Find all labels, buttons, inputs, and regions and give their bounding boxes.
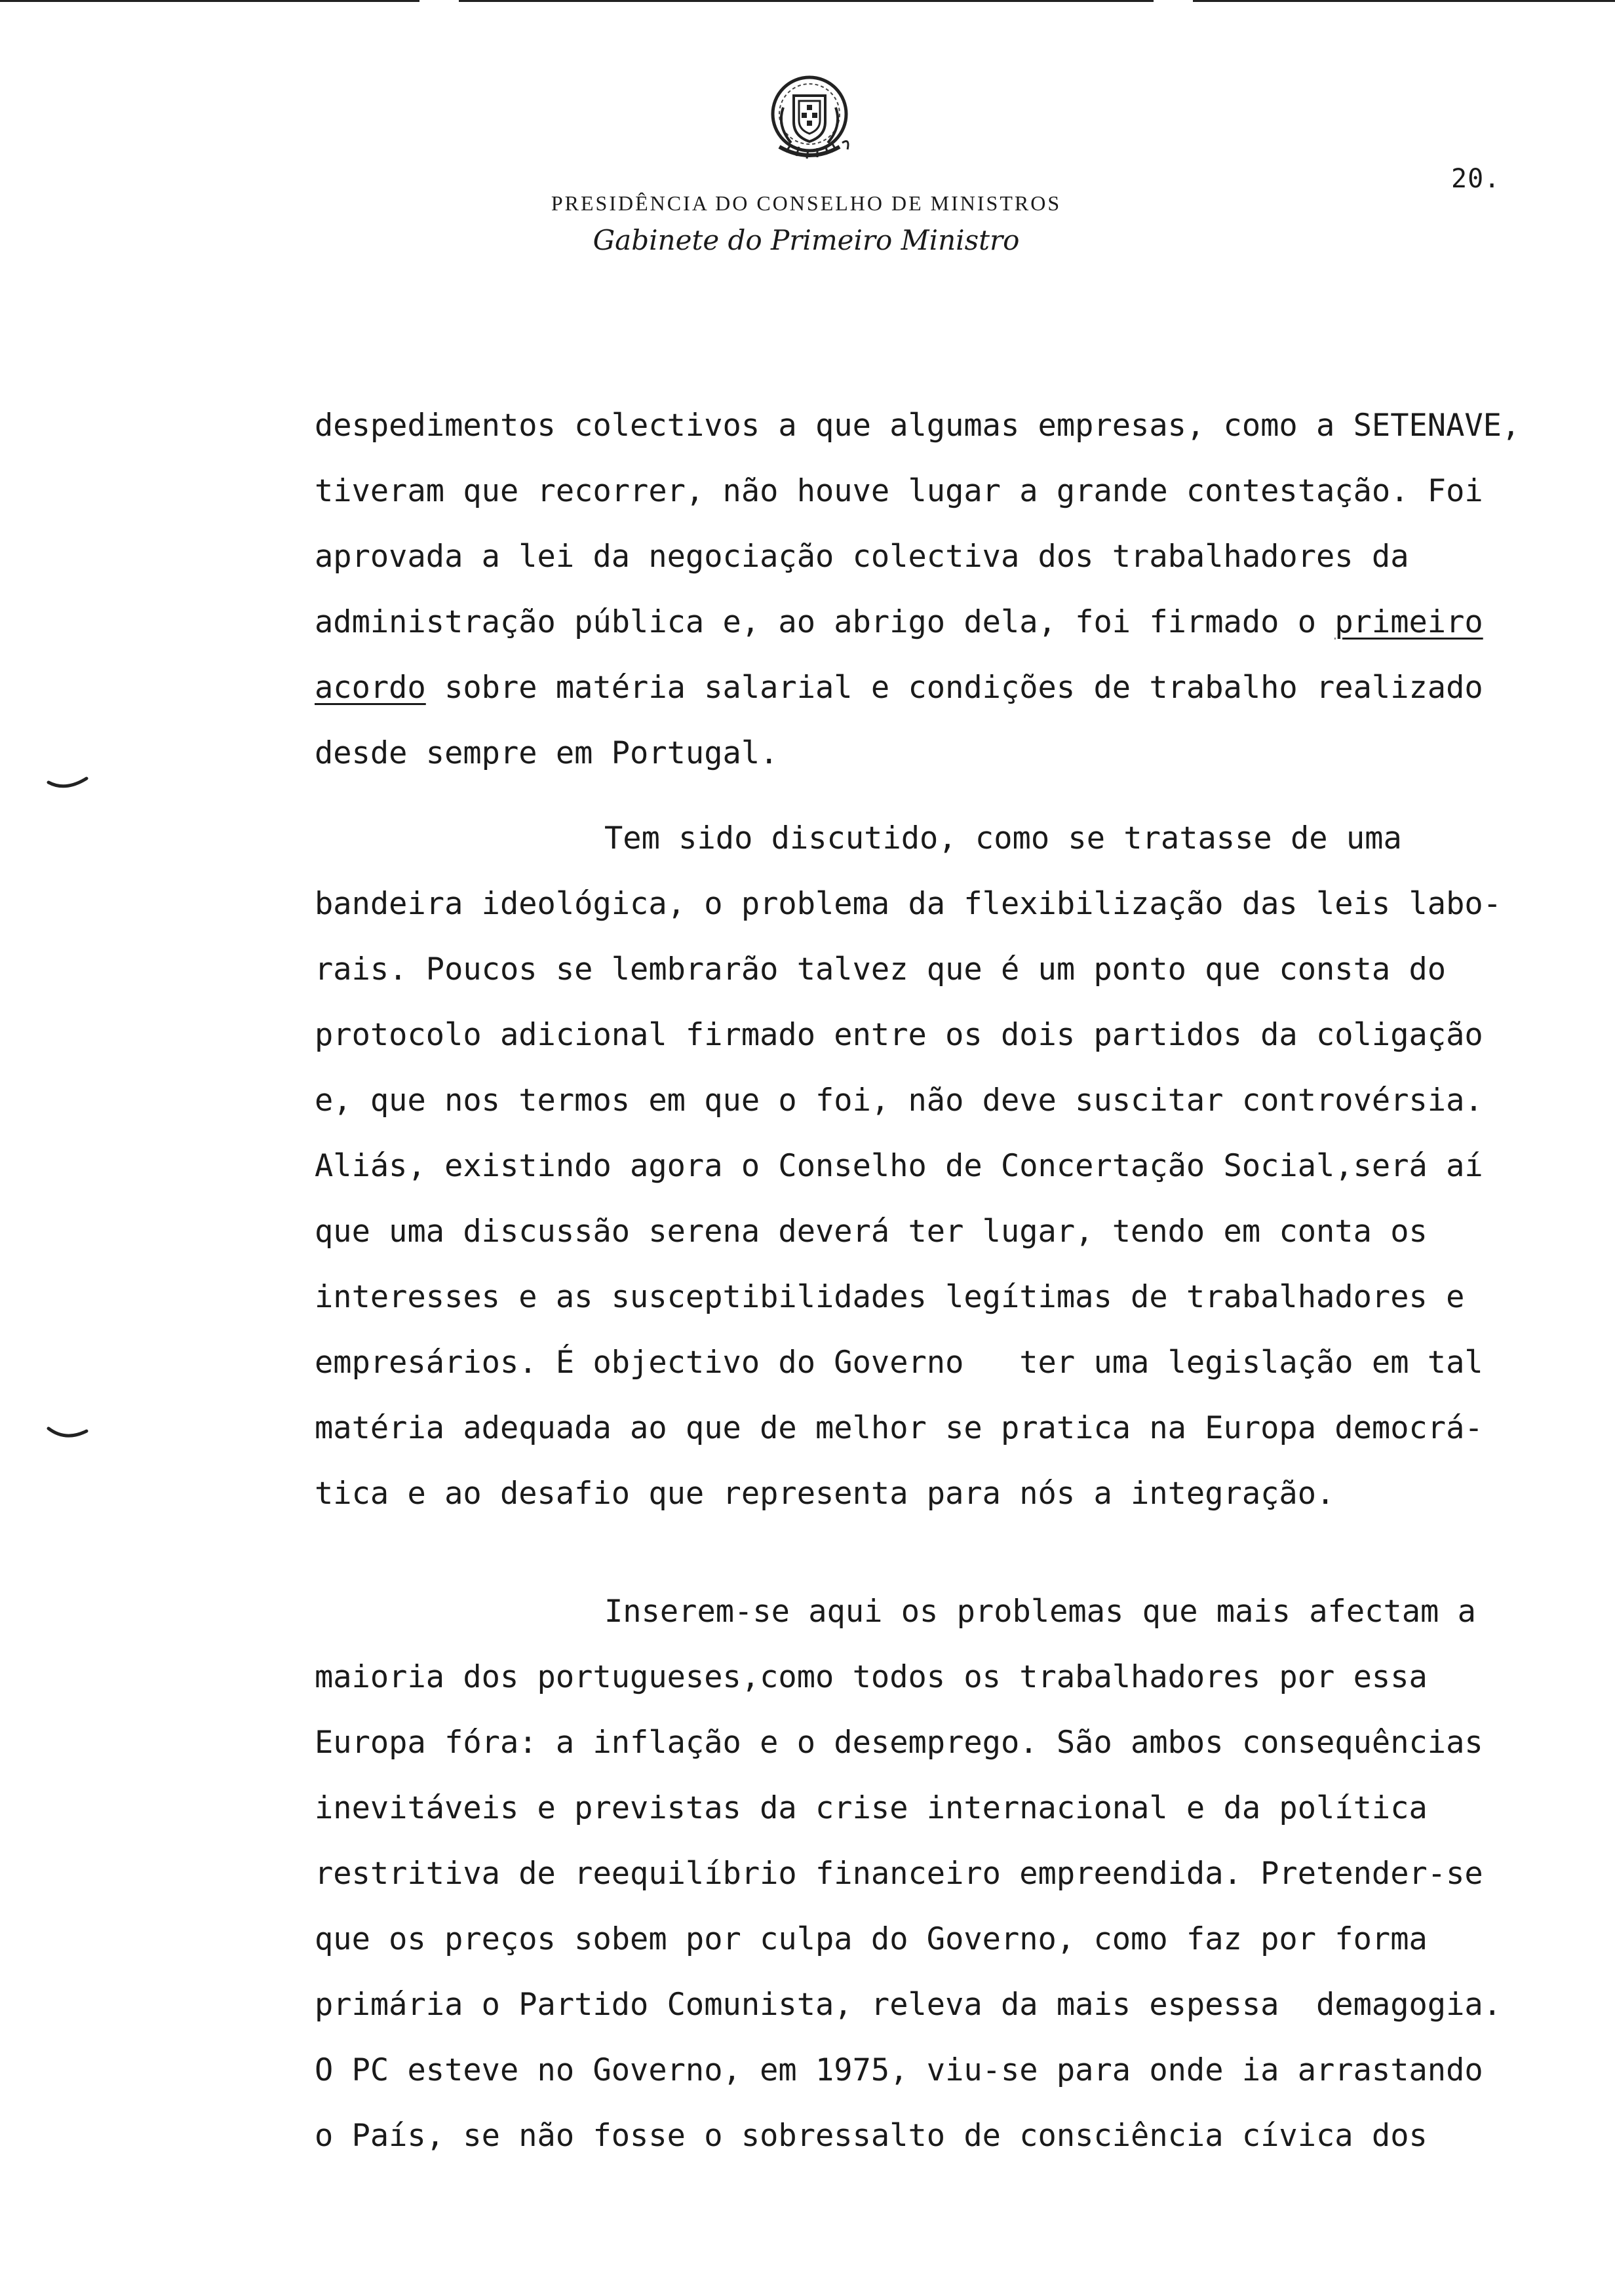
text-line: inevitáveis e previstas da crise internacional e da política	[315, 1790, 1428, 1826]
top-edge-line-right	[1193, 0, 1615, 2]
text-line: aprovada a lei da negociação colectiva dos trabalhadores da	[315, 539, 1409, 575]
organization-name: PRESIDÊNCIA DO CONSELHO DE MINISTROS	[551, 191, 1062, 215]
cabinet-name: Gabinete do Primeiro Ministro	[593, 224, 1020, 256]
text-line: Tem sido discutido, como se tratasse de uma	[604, 820, 1402, 856]
text-line: matéria adequada ao que de melhor se pratica na Europa democrá-	[315, 1410, 1483, 1446]
margin-tick-mark-icon	[46, 1422, 92, 1448]
text-line: O PC esteve no Governo, em 1975, viu-se para onde ia arrastando	[315, 2052, 1483, 2088]
text-line: administração pública e, ao abrigo dela, foi firmado o primeiro	[315, 604, 1483, 640]
text-line: rais. Poucos se lembrarão talvez que é um ponto que consta do	[315, 951, 1447, 987]
text-line: Aliás, existindo agora o Conselho de Concertação Social,será aí	[315, 1148, 1483, 1184]
text-line: Inserem-se aqui os problemas que mais afectam a	[604, 1594, 1476, 1630]
text-line: primária o Partido Comunista, releva da mais espessa demagogia.	[315, 1987, 1502, 2023]
text-line: Europa fóra: a inflação e o desemprego. São ambos consequências	[315, 1725, 1483, 1761]
text-line: despedimentos colectivos a que algumas empresas, como a SETENAVE,	[315, 408, 1521, 444]
text-line: restritiva de reequilíbrio financeiro empreendida. Pretender-se	[315, 1856, 1483, 1892]
text-line: tica e ao desafio que representa para nós a integração.	[315, 1476, 1335, 1512]
text-line: interesses e as susceptibilidades legítimas de trabalhadores e	[315, 1279, 1465, 1315]
top-edge-line-center	[459, 0, 1154, 2]
text-line: acordo sobre matéria salarial e condições de trabalho realizado	[315, 670, 1483, 706]
coat-of-arms-icon	[757, 66, 862, 170]
text-line: que uma discussão serena deverá ter lugar, tendo em conta os	[315, 1214, 1428, 1250]
margin-tick-mark-icon	[46, 773, 92, 799]
text-line: maioria dos portugueses,como todos os trabalhadores por essa	[315, 1659, 1428, 1695]
text-line: tiveram que recorrer, não houve lugar a grande contestação. Foi	[315, 473, 1483, 509]
text-line: protocolo adicional firmado entre os dois partidos da coligação	[315, 1017, 1483, 1053]
text-line: e, que nos termos em que o foi, não deve suscitar controvérsia.	[315, 1082, 1483, 1119]
text-line: desde sempre em Portugal.	[315, 735, 779, 771]
text-line: empresários. É objectivo do Governo ter uma legislação em tal	[315, 1345, 1483, 1381]
page-number: 20.	[1451, 164, 1501, 194]
underlined-phrase: primeiro	[1334, 604, 1483, 640]
text-line: o País, se não fosse o sobressalto de consciência cívica dos	[315, 2118, 1428, 2154]
text-line: que os preços sobem por culpa do Governo, como faz por forma	[315, 1921, 1428, 1957]
text-line: bandeira ideológica, o problema da flexibilização das leis labo-	[315, 886, 1502, 922]
top-edge-line-left	[0, 0, 419, 2]
underlined-phrase: acordo	[315, 670, 426, 706]
